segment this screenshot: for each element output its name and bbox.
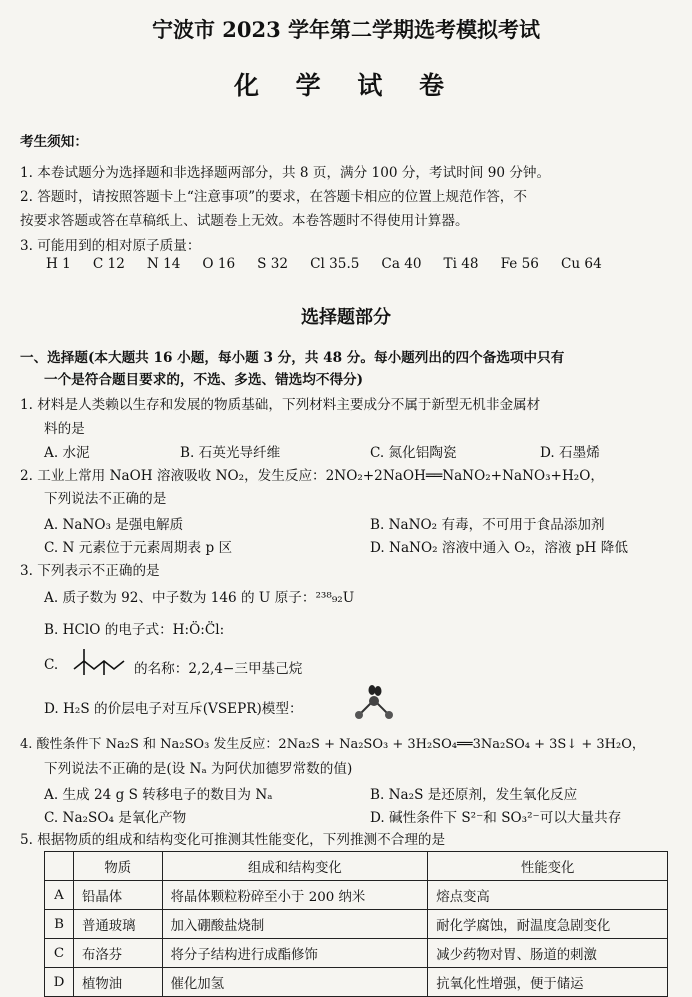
table-header: 组成和结构变化 (162, 852, 428, 881)
section-instructions: 一、选择题(本大题共 16 小题，每小题 3 分，共 48 分。每小题列出的四个备选项中只有 (20, 350, 565, 366)
notice-heading: 考生须知： (20, 134, 88, 150)
table-cell: 将晶体颗粒粉碎至小于 200 纳米 (162, 881, 428, 910)
table-cell: 普通玻璃 (74, 910, 163, 939)
skeletal-formula-image (70, 647, 132, 677)
atomic-mass: N 14 (146, 256, 181, 272)
question-stem: 2. 工业上常用 NaOH 溶液吸收 NO₂，发生反应：2NO₂+2NaOH══NaNO₂+NaNO₃+H₂O， (20, 468, 604, 484)
option-c: C. N 元素位于元素周期表 p 区 (44, 540, 233, 556)
option-d: D. H₂S 的价层电子对互斥(VSEPR)模型： (44, 701, 303, 717)
table-cell: B (45, 910, 74, 939)
table-cell: 将分子结构进行成酯修饰 (162, 939, 428, 968)
table-row (45, 939, 668, 968)
table-cell: 铅晶体 (74, 881, 163, 910)
table-cell: 催化加氢 (162, 968, 428, 997)
atomic-mass: C 12 (92, 256, 125, 272)
option-a: A. 质子数为 92、中子数为 146 的 U 原子：²³⁸₉₂U (44, 590, 355, 606)
option-c: C. 氮化铝陶瓷 (370, 445, 457, 461)
notice-item: 按要求答题或答在草稿纸上、试题卷上无效。本卷答题时不得使用计算器。 (20, 213, 469, 229)
q5-table (44, 851, 668, 997)
option-b: B. Na₂S 是还原剂，发生氧化反应 (370, 787, 578, 803)
atomic-mass: S 32 (257, 256, 289, 272)
table-cell: 布洛芬 (74, 939, 163, 968)
exam-title: 宁波市 2023 学年第二学期选考模拟考试 (151, 17, 541, 42)
option-a: A. 生成 24 g S 转移电子的数目为 Nₐ (44, 787, 273, 803)
section-instructions: 一个是符合题目要求的，不选、多选、错选均不得分) (44, 372, 364, 388)
question-stem: 料的是 (44, 421, 85, 437)
notice-item: 2. 答题时，请按照答题卡上“注意事项”的要求，在答题卡相应的位置上规范作答，不 (20, 189, 527, 205)
option-d: D. 碱性条件下 S²⁻和 SO₃²⁻可以大量共存 (370, 810, 622, 826)
table-header-row (45, 852, 668, 881)
table-cell: 植物油 (74, 968, 163, 997)
exam-subtitle: 化 学 试 卷 (233, 71, 459, 100)
option-b: B. 石英光导纤维 (180, 445, 281, 461)
atomic-mass: O 16 (202, 256, 236, 272)
atomic-mass-list (46, 256, 602, 272)
option-b: B. HClO 的电子式：H:Ö:C̈l: (44, 622, 225, 638)
table-header: 性能变化 (428, 852, 668, 881)
option-c-text: 的名称：2,2,4−三甲基己烷 (134, 661, 303, 677)
table-cell: 熔点变高 (428, 881, 668, 910)
table-cell: 抗氧化性增强，便于储运 (428, 968, 668, 997)
atomic-mass: Ca 40 (381, 256, 422, 272)
atomic-mass: H 1 (46, 256, 71, 272)
question-stem: 3. 下列表示不正确的是 (20, 563, 160, 579)
table-row (45, 968, 668, 997)
notice-item: 3. 可能用到的相对原子质量： (20, 238, 201, 254)
option-c: C. Na₂SO₄ 是氧化产物 (44, 810, 187, 826)
table-header: 物质 (74, 852, 163, 881)
option-d: D. NaNO₂ 溶液中通入 O₂，溶液 pH 降低 (370, 540, 628, 556)
question-stem: 下列说法不正确的是(设 Nₐ 为阿伏加德罗常数的值) (44, 761, 353, 777)
option-b: B. NaNO₂ 有毒，不可用于食品添加剂 (370, 517, 605, 533)
table-cell: 耐化学腐蚀，耐温度急剧变化 (428, 910, 668, 939)
table-row (45, 881, 668, 910)
question-stem: 5. 根据物质的组成和结构变化可推测其性能变化，下列推测不合理的是 (20, 832, 446, 848)
question-stem: 1. 材料是人类赖以生存和发展的物质基础，下列材料主要成分不属于新型无机非金属材 (20, 397, 541, 413)
atomic-mass: Ti 48 (443, 256, 479, 272)
table-cell: D (45, 968, 74, 997)
option-a: A. NaNO₃ 是强电解质 (44, 517, 184, 533)
option-d: D. 石墨烯 (540, 445, 600, 461)
vsepr-model-image (350, 684, 398, 722)
table-cell: C (45, 939, 74, 968)
question-stem: 下列说法不正确的是 (44, 491, 167, 507)
option-c-label: C. (44, 657, 59, 673)
section-title: 选择题部分 (301, 307, 391, 328)
notice-item: 1. 本卷试题分为选择题和非选择题两部分，共 8 页，满分 100 分，考试时间 90 分钟。 (20, 165, 551, 181)
table-row (45, 910, 668, 939)
option-a: A. 水泥 (44, 445, 90, 461)
atomic-mass: Cu 64 (560, 256, 602, 272)
atomic-mass: Cl 35.5 (310, 256, 360, 272)
table-cell: A (45, 881, 74, 910)
atomic-mass: Fe 56 (500, 256, 539, 272)
question-stem: 4. 酸性条件下 Na₂S 和 Na₂SO₃ 发生反应：2Na₂S + Na₂SO₃ + 3H₂SO₄══3Na₂SO₄ + 3S↓ + 3H₂O， (20, 737, 645, 752)
table-cell: 减少药物对胃、肠道的刺激 (428, 939, 668, 968)
table-header (45, 852, 74, 881)
table-cell: 加入硼酸盐烧制 (162, 910, 428, 939)
